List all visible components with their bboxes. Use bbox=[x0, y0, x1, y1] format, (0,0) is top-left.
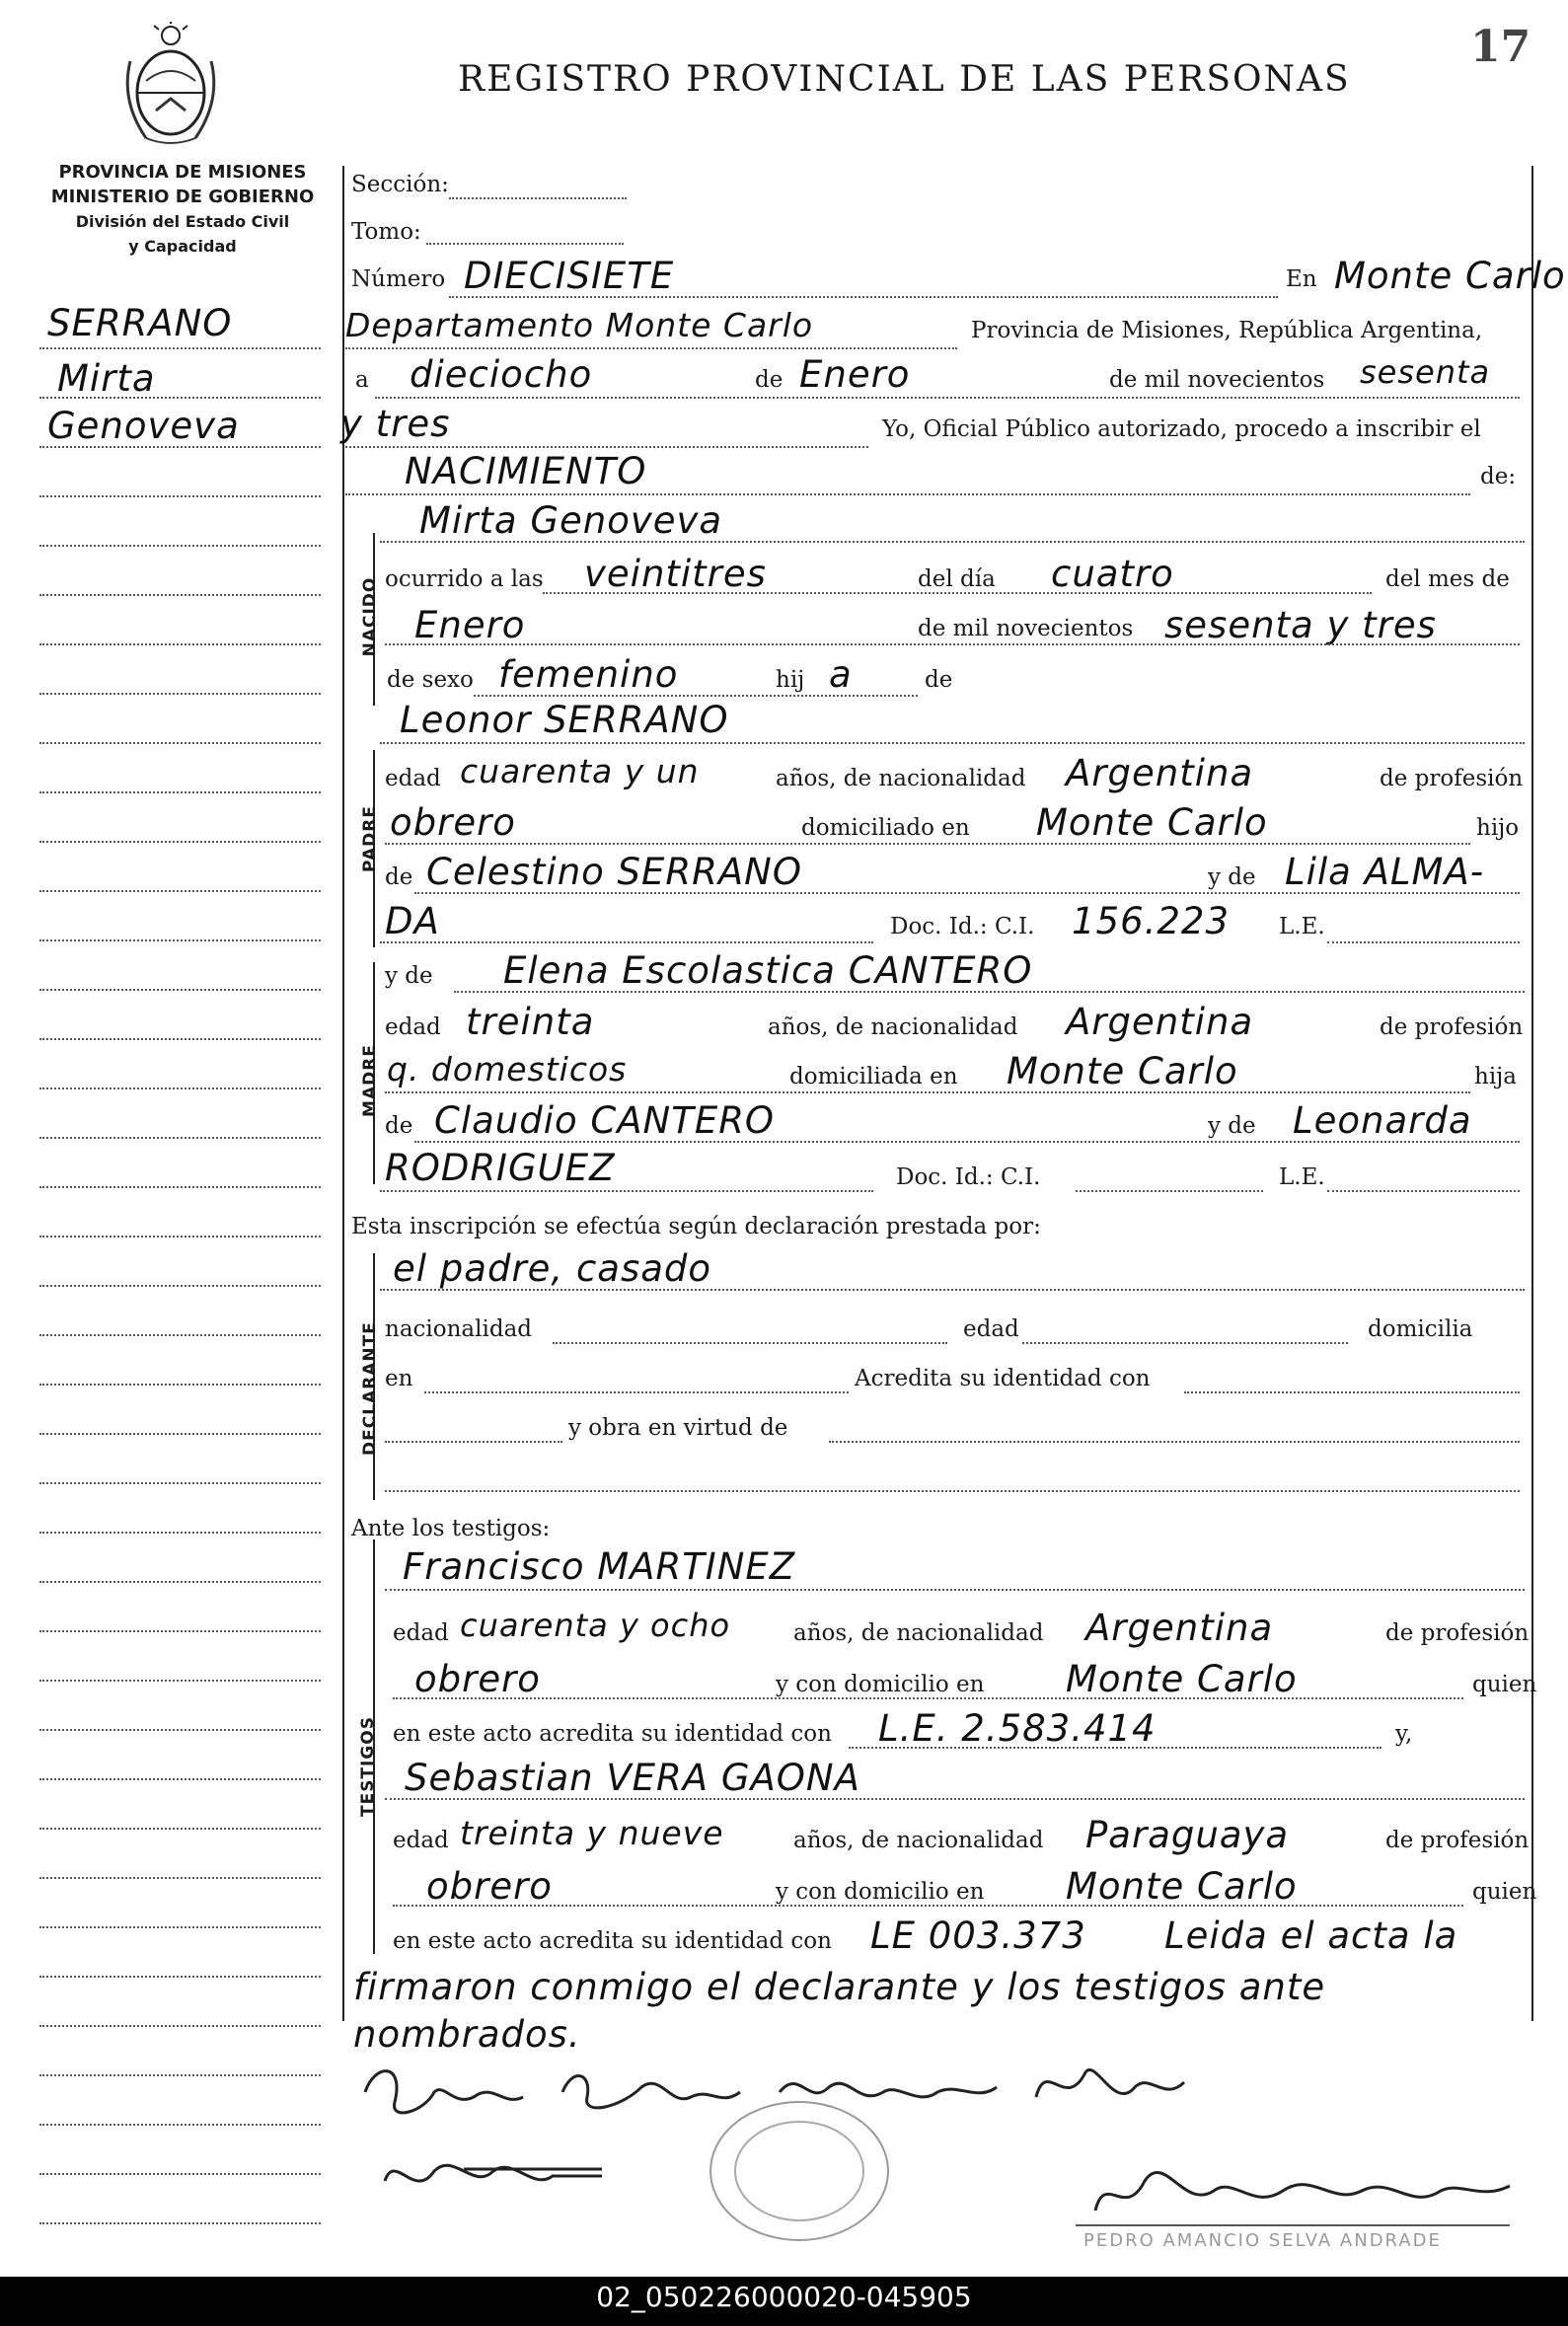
abuela-m1-value: Leonarda bbox=[1293, 1099, 1472, 1142]
abuelos-p-line bbox=[414, 892, 1520, 894]
dia-nac-value: cuatro bbox=[1051, 553, 1174, 595]
margin-line bbox=[39, 2124, 321, 2126]
abuelo-m-value: Claudio CANTERO bbox=[434, 1099, 776, 1142]
anos-nac-madre-label: años, de nacionalidad bbox=[768, 1014, 1018, 1040]
decl-obra-line-left bbox=[385, 1441, 562, 1443]
edad-label: edad bbox=[385, 766, 441, 791]
margin-line bbox=[39, 841, 321, 843]
margin-line bbox=[39, 1778, 321, 1780]
ministry-line: PROVINCIA DE MISIONES bbox=[58, 162, 307, 183]
madre-prof-line bbox=[385, 1091, 1470, 1093]
padre-prof-line bbox=[385, 843, 1470, 845]
del-mes-label: del mes de bbox=[1385, 566, 1510, 592]
en-label: En bbox=[1286, 266, 1317, 292]
en-decl-label: en bbox=[385, 1366, 413, 1391]
anio-value-2: y tres bbox=[340, 403, 451, 445]
anos-nac-t1-label: años, de nacionalidad bbox=[793, 1620, 1044, 1646]
hora-value: veintitres bbox=[584, 553, 767, 595]
domiciliada-label: domiciliada en bbox=[789, 1064, 958, 1089]
margin-given-name-2: Genoveva bbox=[47, 405, 240, 447]
margin-line bbox=[39, 1137, 321, 1139]
de-profesion-t2-label: de profesión bbox=[1385, 1828, 1530, 1853]
madre-nombre-value: Elena Escolastica CANTERO bbox=[503, 949, 1033, 992]
fecha-line bbox=[375, 397, 1520, 399]
de-sexo-label: de sexo bbox=[387, 667, 474, 693]
numero-label: Número bbox=[351, 266, 446, 292]
ministry-line: División del Estado Civil bbox=[75, 212, 290, 231]
decl-edad-line bbox=[1022, 1342, 1348, 1344]
madre-prof-value: q. domesticos bbox=[387, 1050, 628, 1088]
padre-nac-value: Argentina bbox=[1066, 752, 1254, 794]
margin-given-name-1: Mirta bbox=[57, 357, 156, 400]
declarante-line bbox=[380, 1289, 1525, 1291]
domiciliado-label: domiciliado en bbox=[801, 815, 970, 841]
padre-ci-value: 156.223 bbox=[1072, 900, 1231, 942]
anio-nac-value: sesenta y tres bbox=[1164, 604, 1437, 646]
t1-doc-value: L.E. 2.583.414 bbox=[878, 1707, 1157, 1750]
de-profesion-label: de profesión bbox=[1380, 766, 1524, 791]
t1-nac-value: Argentina bbox=[1085, 1607, 1274, 1649]
margin-line bbox=[39, 1384, 321, 1386]
padre-edad-value: cuarenta y un bbox=[460, 752, 700, 790]
t2-nac-value: Paraguaya bbox=[1085, 1814, 1290, 1856]
madre-nac-value: Argentina bbox=[1066, 1001, 1254, 1043]
decl-acredita-line bbox=[1184, 1391, 1520, 1393]
testigo1-value: Francisco MARTINEZ bbox=[403, 1545, 796, 1588]
acredita-t1-label: en este acto acredita su identidad con bbox=[393, 1721, 832, 1747]
mes-nac-line bbox=[385, 643, 1520, 645]
margin-line bbox=[39, 1877, 321, 1879]
margin-line bbox=[39, 2074, 321, 2076]
margin-line bbox=[39, 1581, 321, 1583]
doc-id-label: Doc. Id.: C.I. bbox=[890, 914, 1035, 939]
abuela-m2-value: RODRIGUEZ bbox=[385, 1147, 616, 1189]
margin-line bbox=[39, 545, 321, 547]
padre-label: PADRE bbox=[360, 805, 380, 872]
a-label: a bbox=[355, 367, 369, 393]
margin-line bbox=[39, 1680, 321, 1682]
page-number: 17 bbox=[1470, 22, 1531, 72]
official-stamp-name: PEDRO AMANCIO SELVA ANDRADE bbox=[1083, 2230, 1442, 2251]
t1-prof-value: obrero bbox=[414, 1658, 541, 1700]
margin-line bbox=[39, 1433, 321, 1435]
anos-nac-label: años, de nacionalidad bbox=[776, 766, 1026, 791]
padre-nombre-line bbox=[380, 742, 1525, 744]
mes-nac-value: Enero bbox=[414, 604, 526, 646]
tomo-line bbox=[426, 243, 624, 245]
hij-suffix-value: a bbox=[829, 653, 853, 696]
con-domicilio-t2-label: y con domicilio en bbox=[776, 1879, 985, 1905]
departamento-value: Departamento Monte Carlo bbox=[345, 306, 814, 344]
y-de-label: y de bbox=[1208, 864, 1256, 890]
t2-edad-value: treinta y nueve bbox=[460, 1814, 724, 1852]
acredita-label: Acredita su identidad con bbox=[855, 1366, 1151, 1391]
margin-line bbox=[39, 1285, 321, 1287]
sexo-line bbox=[474, 695, 918, 697]
abuelo-p-value: Celestino SERRANO bbox=[426, 851, 802, 893]
t2-prof-value: obrero bbox=[426, 1865, 553, 1908]
quien-t1-label: quien bbox=[1472, 1672, 1537, 1697]
de-madre-label: de bbox=[385, 1113, 413, 1139]
margin-line bbox=[39, 495, 321, 497]
nombre-value: Mirta Genoveva bbox=[419, 499, 723, 542]
madre-edad-value: treinta bbox=[466, 1001, 595, 1043]
margin-line bbox=[39, 1976, 321, 1978]
le-label: L.E. bbox=[1279, 914, 1325, 939]
margin-line bbox=[39, 643, 321, 645]
margin-line bbox=[39, 693, 321, 695]
quien-t2-label: quien bbox=[1472, 1879, 1537, 1905]
testigo2-line bbox=[385, 1798, 1525, 1800]
margin-line bbox=[39, 939, 321, 941]
abuela-p1-value: Lila ALMA- bbox=[1285, 851, 1485, 893]
anio-value-1: sesenta bbox=[1360, 353, 1491, 391]
numero-line bbox=[449, 296, 1278, 298]
acta-value: NACIMIENTO bbox=[405, 450, 647, 492]
de-mil2-label: de mil novecientos bbox=[918, 616, 1134, 641]
t1-dom-value: Monte Carlo bbox=[1066, 1658, 1298, 1700]
margin-line bbox=[39, 1186, 321, 1188]
nombre-line bbox=[380, 541, 1525, 543]
t1-doc-line bbox=[849, 1747, 1381, 1749]
testigo2-value: Sebastian VERA GAONA bbox=[405, 1757, 860, 1799]
margin-line bbox=[39, 890, 321, 892]
decl-en-line bbox=[424, 1391, 849, 1393]
doc-id-madre-label: Doc. Id.: C.I. bbox=[896, 1164, 1041, 1190]
margin-line bbox=[39, 2222, 321, 2224]
t1-edad-value: cuarenta y ocho bbox=[460, 1607, 731, 1644]
de-mil-label: de mil novecientos bbox=[1109, 367, 1325, 393]
de-colon-label: de: bbox=[1480, 464, 1517, 489]
con-domicilio-t1-label: y con domicilio en bbox=[776, 1672, 985, 1697]
y-comma-label: y, bbox=[1395, 1721, 1413, 1747]
domicilia-label: domicilia bbox=[1368, 1316, 1473, 1342]
page-title: REGISTRO PROVINCIAL DE LAS PERSONAS bbox=[458, 59, 1351, 100]
de3-label: de bbox=[385, 864, 413, 890]
nacionalidad-label: nacionalidad bbox=[385, 1316, 533, 1342]
testigos-label: TESTIGOS bbox=[358, 1715, 378, 1818]
oficial-line bbox=[345, 446, 868, 448]
testigos-heading: Ante los testigos: bbox=[351, 1516, 551, 1541]
t2-dom-value: Monte Carlo bbox=[1066, 1865, 1298, 1908]
margin-line bbox=[39, 1334, 321, 1336]
margin-line bbox=[39, 1532, 321, 1534]
nacido-label: NACIDO bbox=[360, 576, 380, 657]
decl-extra-line bbox=[385, 1490, 1520, 1492]
de2-label: de bbox=[925, 667, 953, 693]
abuela-p2-value: DA bbox=[385, 900, 440, 942]
madre-dom-value: Monte Carlo bbox=[1007, 1050, 1238, 1092]
declaracion-label: Esta inscripción se efectúa según declaración prestada por: bbox=[351, 1214, 1041, 1239]
anos-nac-t2-label: años, de nacionalidad bbox=[793, 1828, 1044, 1853]
main-border-right bbox=[1531, 166, 1533, 2021]
decl-nac-line bbox=[553, 1342, 947, 1344]
margin-line bbox=[39, 1729, 321, 1731]
t1-prof-line bbox=[393, 1697, 1463, 1699]
seccion-label: Sección: bbox=[351, 172, 449, 197]
padre-le-line bbox=[1327, 941, 1520, 943]
de-profesion-t1-label: de profesión bbox=[1385, 1620, 1530, 1646]
acta-line bbox=[345, 493, 1470, 495]
decl-obra-line-right bbox=[829, 1441, 1520, 1443]
hora-line bbox=[543, 592, 1372, 594]
margin-line bbox=[39, 2173, 321, 2175]
madre-ci-line bbox=[1076, 1190, 1263, 1192]
abuela-p2-line bbox=[380, 941, 873, 943]
seccion-line bbox=[449, 197, 627, 199]
margin-line bbox=[39, 791, 321, 793]
margin-line bbox=[39, 1482, 321, 1484]
margin-line bbox=[39, 1236, 321, 1238]
declarante-label: DECLARANTE bbox=[360, 1321, 380, 1456]
margin-line bbox=[39, 989, 321, 991]
madre-label: MADRE bbox=[360, 1044, 380, 1117]
sexo-value: femenino bbox=[498, 653, 679, 696]
t2-prof-line bbox=[393, 1905, 1463, 1907]
margin-line bbox=[39, 1630, 321, 1632]
abuelos-m-line bbox=[414, 1141, 1520, 1143]
margin-line bbox=[39, 742, 321, 744]
de-profesion-madre-label: de profesión bbox=[1380, 1014, 1524, 1040]
margin-line bbox=[39, 347, 321, 349]
edad-t1-label: edad bbox=[393, 1620, 449, 1646]
padre-prof-value: obrero bbox=[390, 801, 516, 844]
y-de2-label: y de bbox=[385, 963, 433, 989]
padre-nombre-value: Leonor SERRANO bbox=[400, 699, 729, 741]
dia-value: dieciocho bbox=[410, 353, 593, 396]
obra-label: y obra en virtud de bbox=[568, 1415, 788, 1441]
cierre2-value: firmaron conmigo el declarante y los testigos ante bbox=[353, 1966, 1326, 2008]
declarante-value: el padre, casado bbox=[393, 1247, 712, 1290]
edad-decl-label: edad bbox=[963, 1316, 1019, 1342]
t2-doc-value: LE 003.373 bbox=[870, 1914, 1086, 1957]
edad-t2-label: edad bbox=[393, 1828, 449, 1853]
edad-madre-label: edad bbox=[385, 1014, 441, 1040]
ministry-line: y Capacidad bbox=[128, 237, 237, 256]
cierre3-value: nombrados. bbox=[353, 2013, 581, 2056]
hija-label: hija bbox=[1474, 1064, 1518, 1089]
margin-line bbox=[39, 1926, 321, 1928]
margin-line bbox=[39, 1828, 321, 1830]
margin-line bbox=[39, 2025, 321, 2027]
cierre1-value: Leida el acta la bbox=[1164, 1914, 1458, 1957]
abuela-m2-line bbox=[380, 1190, 873, 1192]
acredita-t2-label: en este acto acredita su identidad con bbox=[393, 1928, 832, 1954]
mes-value: Enero bbox=[799, 353, 911, 396]
margin-surname: SERRANO bbox=[47, 302, 233, 344]
hijo-label: hijo bbox=[1476, 815, 1520, 841]
departamento-line bbox=[345, 347, 957, 349]
testigo1-line bbox=[385, 1589, 1525, 1591]
oficial-label: Yo, Oficial Público autorizado, procedo a inscribir el bbox=[882, 416, 1481, 442]
provincia-label: Provincia de Misiones, República Argentina, bbox=[971, 318, 1483, 343]
margin-line bbox=[39, 594, 321, 596]
ocurrido-label: ocurrido a las bbox=[385, 566, 544, 592]
en-lugar-value: Monte Carlo bbox=[1334, 255, 1566, 297]
margin-line bbox=[39, 1088, 321, 1089]
le-madre-label: L.E. bbox=[1279, 1164, 1325, 1190]
document-id: 02_050226000020-045905 bbox=[596, 2281, 972, 2313]
margin-line bbox=[39, 1038, 321, 1040]
padre-dom-value: Monte Carlo bbox=[1036, 801, 1268, 844]
y-de-madre-label: y de bbox=[1208, 1113, 1256, 1139]
numero-value: DIECISIETE bbox=[464, 255, 675, 297]
ministry-line: MINISTERIO DE GOBIERNO bbox=[50, 187, 315, 207]
tomo-label: Tomo: bbox=[351, 219, 421, 245]
madre-le-line bbox=[1327, 1190, 1520, 1192]
madre-nombre-line bbox=[454, 991, 1525, 993]
del-dia-label: del día bbox=[918, 566, 996, 592]
de-label: de bbox=[755, 367, 784, 393]
hij-label: hij bbox=[776, 667, 805, 693]
